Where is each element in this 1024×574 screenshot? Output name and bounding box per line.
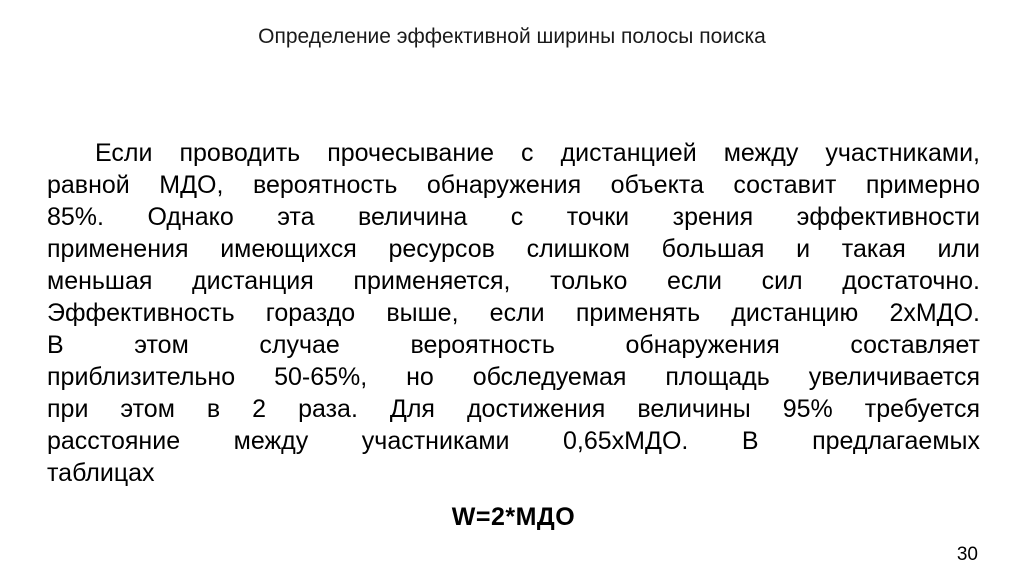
paragraph-line: В этом случае вероятность обнаружения составляет — [47, 331, 980, 359]
paragraph-line: приблизительно 50-65%, но обследуемая площадь увеличивается — [47, 363, 980, 391]
paragraph-line: Эффективность гораздо выше, если применять дистанцию 2хМДО. — [47, 299, 980, 327]
body-paragraph — [47, 137, 980, 489]
paragraph-line: применения имеющихся ресурсов слишком большая и такая или — [47, 235, 980, 263]
paragraph-line: равной МДО, вероятность обнаружения объекта составит примерно — [47, 171, 980, 199]
paragraph-line: Если проводить прочесывание с дистанцией между участниками, — [95, 139, 980, 167]
paragraph-line: 85%. Однако эта величина с точки зрения эффективности — [47, 203, 980, 231]
paragraph-line: меньшая дистанция применяется, только если сил достаточно. — [47, 267, 980, 295]
formula: W=2*МДО — [451, 503, 576, 531]
paragraph-line: при этом в 2 раза. Для достижения величины 95% требуется — [47, 395, 980, 423]
page-number: 30 — [956, 544, 978, 565]
paragraph-line: таблицах — [47, 459, 155, 487]
paragraph-line: расстояние между участниками 0,65хМДО. В предлагаемых — [47, 427, 980, 455]
slide-title: Определение эффективной ширины полосы поиска — [258, 25, 766, 48]
